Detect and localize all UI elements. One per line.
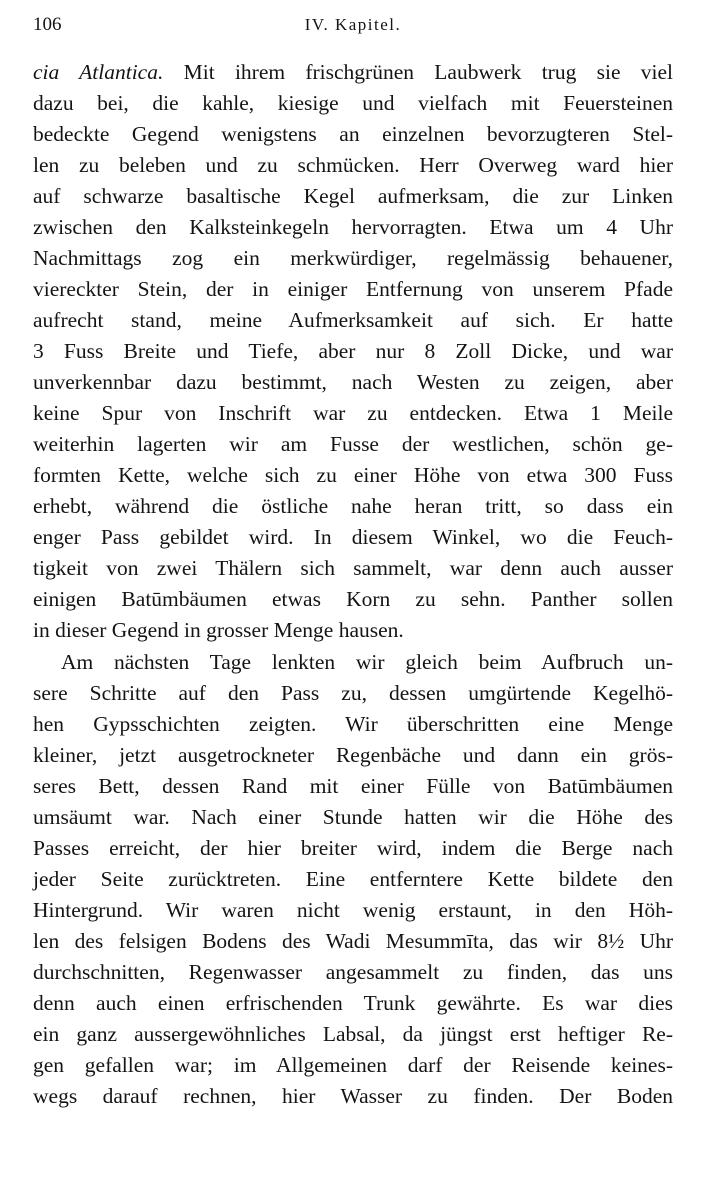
text-line: umsäumt war. Nach einer Stunde hatten wir die Höhe des <box>33 805 673 829</box>
text-line: auf schwarze basaltische Kegel aufmerksam, die zur Linken <box>33 184 673 208</box>
text-line: in dieser Gegend in grosser Menge hausen. <box>33 618 404 642</box>
text-line: seres Bett, dessen Rand mit einer Fülle von Batūmbäumen <box>33 774 673 798</box>
text-line: kleiner, jetzt ausgetrockneter Regenbäche und dann ein grös- <box>33 743 673 767</box>
page-number: 106 <box>33 14 62 35</box>
text-line: len zu beleben und zu schmücken. Herr Overweg ward hier <box>33 153 673 177</box>
text-line: viereckter Stein, der in einiger Entfernung von unserem Pfade <box>33 277 673 301</box>
text-line: bedeckte Gegend wenigstens an einzelnen bevorzugteren Stel- <box>33 122 673 146</box>
text-line: jeder Seite zurücktreten. Eine entferntere Kette bildete den <box>33 867 673 891</box>
text-line: erhebt, während die östliche nahe heran tritt, so dass ein <box>33 494 673 518</box>
text-line: zwischen den Kalksteinkegeln hervorragten. Etwa um 4 Uhr <box>33 215 673 239</box>
paragraph-2 <box>33 647 673 1112</box>
text-line: durchschnitten, Regenwasser angesammelt zu finden, das uns <box>33 960 673 984</box>
text-line: aufrecht stand, meine Aufmerksamkeit auf sich. Er hatte <box>33 308 673 332</box>
paragraph-1 <box>33 57 673 646</box>
text-line: Hintergrund. Wir waren nicht wenig erstaunt, in den Höh- <box>33 898 673 922</box>
text-line: formten Kette, welche sich zu einer Höhe von etwa 300 Fuss <box>33 463 673 487</box>
text-line: Nachmittags zog ein merkwürdiger, regelmässig behauener, <box>33 246 673 270</box>
text-line: wegs darauf rechnen, hier Wasser zu finden. Der Boden <box>33 1084 673 1108</box>
page-header <box>33 10 673 40</box>
text-line: unverkennbar dazu bestimmt, nach Westen zu zeigen, aber <box>33 370 673 394</box>
text-line: enger Pass gebildet wird. In diesem Winkel, wo die Feuch- <box>33 525 673 549</box>
text-line: Am nächsten Tage lenkten wir gleich beim Aufbruch un- <box>61 650 673 674</box>
text-line: tigkeit von zwei Thälern sich sammelt, war denn auch ausser <box>33 556 673 580</box>
body-text <box>33 57 673 1112</box>
text-line: sere Schritte auf den Pass zu, dessen umgürtende Kegelhö- <box>33 681 673 705</box>
text-line: denn auch einen erfrischenden Trunk gewährte. Es war dies <box>33 991 673 1015</box>
text-line: Passes erreicht, der hier breiter wird, indem die Berge nach <box>33 836 673 860</box>
text-line: hen Gypsschichten zeigten. Wir überschritten eine Menge <box>33 712 673 736</box>
text-line: ein ganz aussergewöhnliches Labsal, da jüngst erst heftiger Re- <box>33 1022 673 1046</box>
text-line: 3 Fuss Breite und Tiefe, aber nur 8 Zoll Dicke, und war <box>33 339 673 363</box>
text-line: cia Atlantica. Mit ihrem frischgrünen Laubwerk trug sie viel <box>33 60 673 84</box>
text-line: len des felsigen Bodens des Wadi Mesummīta, das wir 8½ Uhr <box>33 929 673 953</box>
text-line: gen gefallen war; im Allgemeinen darf der Reisende keines- <box>33 1053 673 1077</box>
text-line: einigen Batūmbäumen etwas Korn zu sehn. Panther sollen <box>33 587 673 611</box>
text-line: keine Spur von Inschrift war zu entdecken. Etwa 1 Meile <box>33 401 673 425</box>
running-head: IV. Kapitel. <box>304 15 402 34</box>
text-line: weiterhin lagerten wir am Fusse der westlichen, schön ge- <box>33 432 673 456</box>
text-line: dazu bei, die kahle, kiesige und vielfach mit Feuersteinen <box>33 91 673 115</box>
